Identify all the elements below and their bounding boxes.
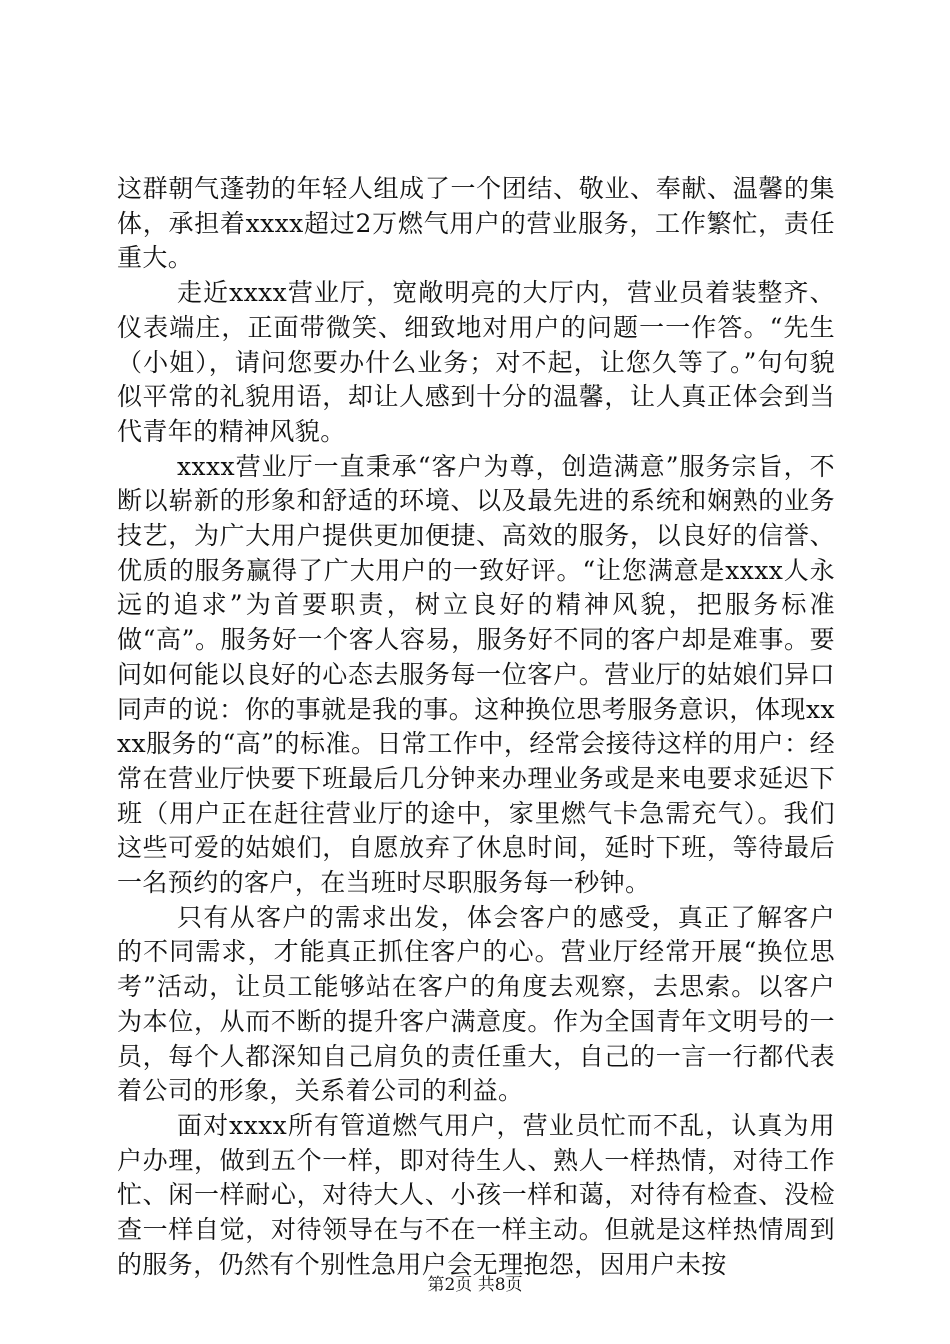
paragraph-2: 走近xxxx营业厅，宽敞明亮的大厅内，营业员着装整齐、仪表端庄，正面带微笑、细致地对用户的问题一一作答。“先生（小姐），请问您要办什么业务；对不起，让您久等了。”句句貌似平常的礼貌用语，却让人感到十分的温馨，让人真正体会到当代青年的精神风貌。 <box>117 278 835 446</box>
paragraph-1: 这群朝气蓬勃的年轻人组成了一个团结、敬业、奉献、温馨的集体，承担着xxxx超过2万燃气用户的营业服务，工作繁忙，责任重大。 <box>117 174 835 273</box>
paragraph-5: 面对xxxx所有管道燃气用户，营业员忙而不乱，认真为用户办理，做到五个一样，即对待生人、熟人一样热情，对待工作忙、闲一样耐心，对待大人、小孩一样和蔼，对待有检查、没检查一样自觉，对待领导在与不在一样主动。但就是这样热情周到的服务，仍然有个别性急用户会无理抱怨，因用户未按 <box>117 1110 835 1279</box>
page-number-footer: 第2页 共8页 <box>427 1275 523 1295</box>
document-body <box>117 172 835 1283</box>
paragraph-4: 只有从客户的需求出发，体会客户的感受，真正了解客户的不同需求，才能真正抓住客户的心。营业厅经常开展“换位思考”活动，让员工能够站在客户的角度去观察，去思索。以客户为本位，从而不断的提升客户满意度。作为全国青年文明号的一员，每个人都深知自己肩负的责任重大，自己的一言一行都代表着公司的形象，关系着公司的利益。 <box>117 902 835 1106</box>
paragraph-3: xxxx营业厅一直秉承“客户为尊，创造满意”服务宗旨，不断以崭新的形象和舒适的环境、以及最先进的系统和娴熟的业务技艺，为广大用户提供更加便捷、高效的服务，以良好的信誉、优质的服务赢得了广大用户的一致好评。“让您满意是xxxx人永远的追求”为首要职责，树立良好的精神风貌，把服务标准做“高”。服务好一个客人容易，服务好不同的客户却是难事。要问如何能以良好的心态去服务每一位客户。营业厅的姑娘们异口同声的说：你的事就是我的事。这种换位思考服务意识，体现xxxx服务的“高”的标准。日常工作中，经常会接待这样的用户：经常在营业厅快要下班最后几分钟来办理业务或是来电要求延迟下班（用户正在赶往营业厅的途中，家里燃气卡急需充气）。我们这些可爱的姑娘们，自愿放弃了休息时间，延时下班，等待最后一名预约的客户，在当班时尽职服务每一秒钟。 <box>117 451 835 898</box>
